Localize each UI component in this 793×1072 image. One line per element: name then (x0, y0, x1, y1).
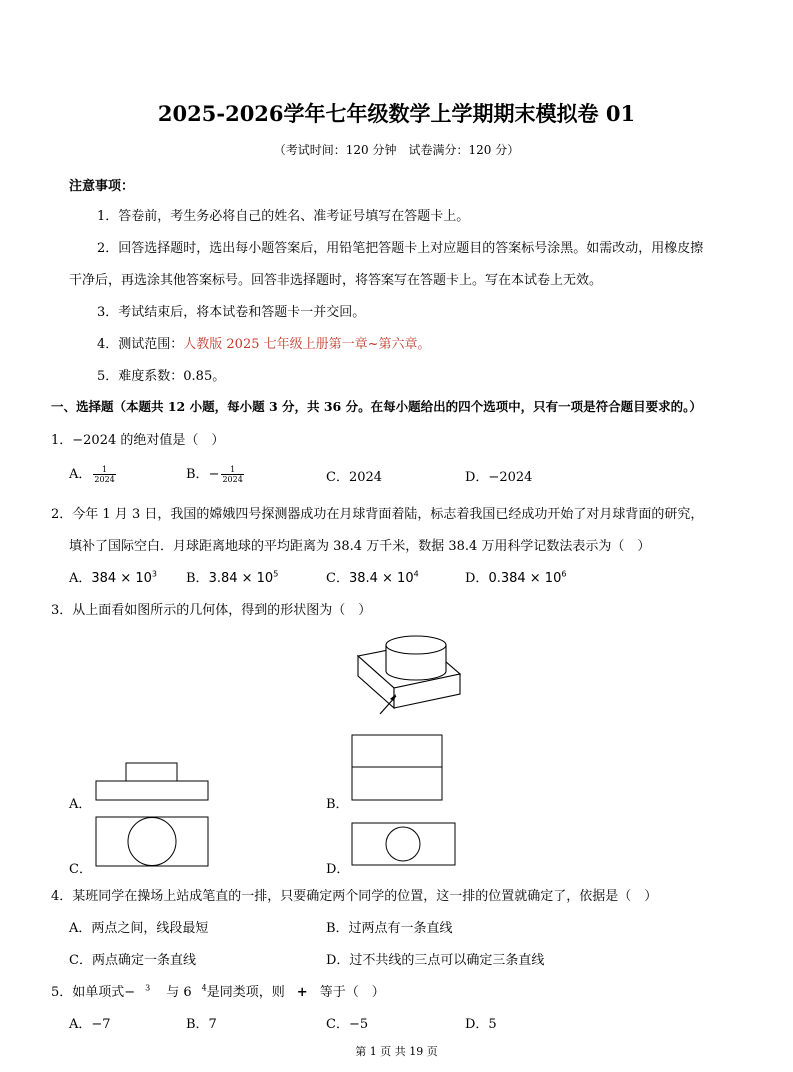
notice-item-2a: 2．回答选择题时，选出每小题答案后，用铅笔把答题卡上对应题目的答案标号涂黑。如需改动，用橡皮擦 (97, 241, 704, 256)
q4-option-b: B．过两点有一条直线 (326, 921, 453, 936)
q3-option-b-figure (351, 734, 445, 802)
q2-option-d (465, 567, 566, 586)
page-subtitle: （考试时间：120 分钟 试卷满分：120 分） (273, 143, 520, 157)
q1-option-c: C．2024 (326, 470, 383, 485)
q1-option-d: D．−2024 (465, 470, 533, 485)
q2-c-base: 38.4 × 10 (348, 571, 414, 586)
q1-b-label: B．− (186, 467, 220, 482)
page-footer: 第 1 页 共 19 页 (355, 1045, 438, 1058)
q2-option-c (326, 567, 419, 586)
q5-stem (51, 981, 385, 1000)
q1-a-fraction (93, 465, 115, 484)
q5-superscript-1: 3 (145, 983, 151, 993)
q5-option-c: C．−5 (326, 1017, 369, 1032)
q1-option-b (186, 463, 246, 484)
q3-option-c-figure (95, 816, 210, 868)
q1-b-denominator: 2024 (222, 475, 243, 484)
page-title: 2025-2026学年七年级数学上学期期末模拟卷 01 (157, 101, 636, 126)
q4-option-d: D．过不共线的三点可以确定三条直线 (326, 953, 545, 968)
q1-a-numerator: 1 (93, 465, 115, 475)
q2-b-exponent: 5 (273, 569, 279, 579)
q3-option-a-label: A． (69, 797, 92, 812)
notice-item-3: 3．考试结束后，将本试卷和答题卡一并交回。 (97, 305, 366, 320)
q2-a-exponent: 3 (151, 569, 157, 579)
notice-item-5: 5．难度系数：0.85。 (97, 369, 226, 384)
q3-option-b-label: B． (326, 797, 349, 812)
notice-item-1: 1．答卷前，考生务必将自己的姓名、准考证号填写在答题卡上。 (97, 209, 470, 224)
q5-stem-part-a: 5．如单项式− (51, 985, 136, 1000)
q2-option-a (69, 567, 157, 586)
q5-stem-part-d: 等于（ ） (319, 985, 385, 1000)
notice-heading: 注意事项： (69, 179, 135, 194)
q2-b-label: B． (186, 571, 209, 586)
q1-b-numerator: 1 (221, 465, 243, 475)
q5-option-d: D．5 (465, 1017, 497, 1032)
q2-a-base: 384 × 10 (91, 571, 152, 586)
q3-solid-figure (340, 628, 470, 718)
q2-option-b (186, 567, 278, 586)
q2-b-base: 3.84 × 10 (208, 571, 274, 586)
q4-option-c: C．两点确定一条直线 (69, 953, 196, 968)
q3-option-d-label: D． (326, 862, 350, 877)
q2-c-label: C． (326, 571, 349, 586)
q2-stem-line1: 2．今年 1 月 3 日，我国的嫦娥四号探测器成功在月球背面着陆，标志着我国已经成功开始了对月球背面的研究， (51, 507, 704, 522)
q5-option-a: A．−7 (69, 1017, 111, 1032)
q1-a-denominator: 2024 (94, 475, 115, 484)
q1-stem: 1．−2024 的绝对值是（ ） (51, 433, 225, 448)
q3-stem: 3．从上面看如图所示的几何体，得到的形状图为（ ） (51, 603, 372, 618)
q3-option-d-figure (351, 822, 457, 868)
q5-plus-sign: + (296, 985, 308, 1000)
q2-c-exponent: 4 (413, 569, 419, 579)
q3-option-c-label: C． (69, 862, 92, 877)
q1-option-a (69, 463, 118, 484)
notice-item-2b: 干净后，再选涂其他答案标号。回答非选择题时，将答案写在答题卡上。写在本试卷上无效。 (69, 273, 603, 288)
notice-item-4-scope: 人教版 2025 七年级上册第一章~第六章。 (183, 337, 431, 352)
q3-option-a-figure (95, 762, 210, 802)
q2-a-label: A． (69, 571, 92, 586)
q2-stem-line2: 填补了国际空白．月球距离地球的平均距离为 38.4 万千米，数据 38.4 万用科学记数法表示为（ ） (69, 539, 651, 554)
q5-option-b: B．7 (186, 1017, 217, 1032)
q5-stem-part-b: 与 6 (166, 985, 192, 1000)
q5-superscript-2: 4 (201, 983, 207, 993)
q4-option-a: A．两点之间，线段最短 (69, 921, 209, 936)
section1-heading: 一、选择题（本题共 12 小题，每小题 3 分，共 36 分。在每小题给出的四个选项中，只有一项是符合题目要求的。） (51, 399, 702, 414)
notice-item-4 (97, 333, 431, 352)
notice-item-4-prefix: 4．测试范围： (97, 337, 184, 352)
q2-d-label: D． (465, 571, 489, 586)
q1-b-fraction (221, 465, 243, 484)
q2-d-exponent: 6 (561, 569, 567, 579)
q4-stem: 4．某班同学在操场上站成笔直的一排，只要确定两个同学的位置，这一排的位置就确定了，依据是（ ） (51, 889, 658, 904)
q2-d-base: 0.384 × 10 (488, 571, 562, 586)
q5-stem-part-c: 是同类项，则 (206, 985, 285, 1000)
q1-a-label: A． (69, 467, 92, 482)
